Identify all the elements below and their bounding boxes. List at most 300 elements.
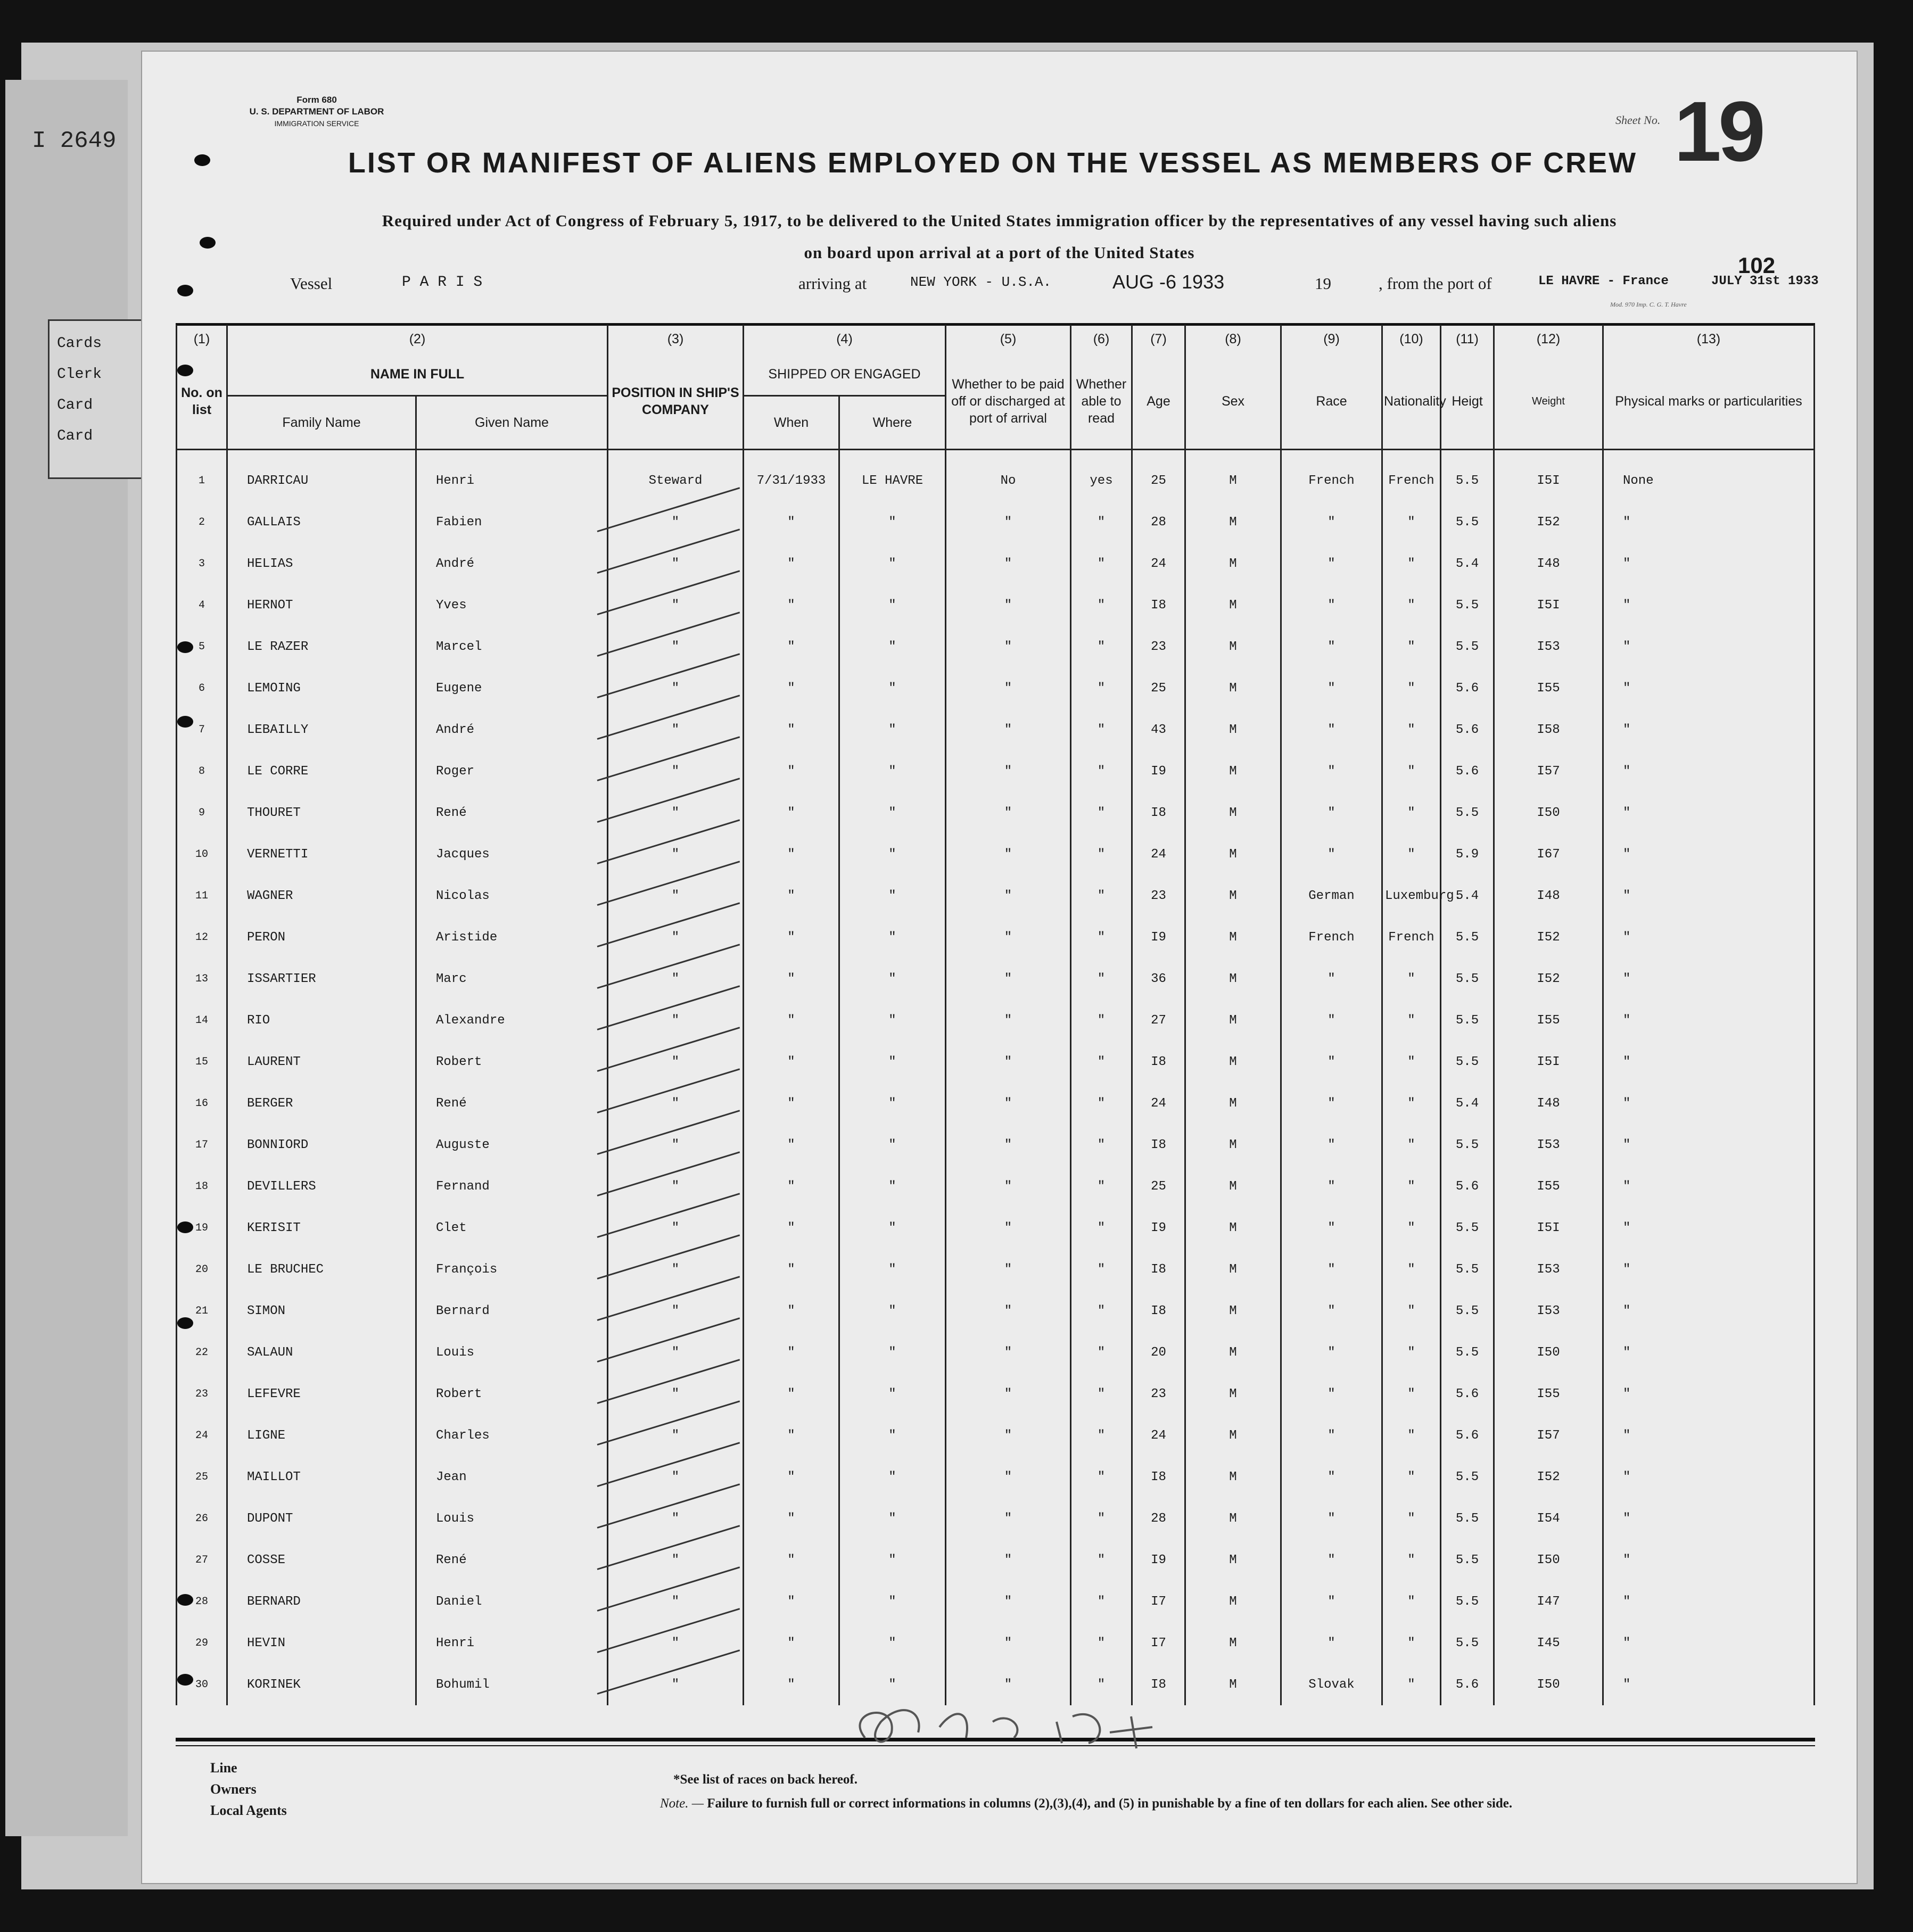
cell-read: " bbox=[1071, 1207, 1132, 1249]
cell-read: " bbox=[1071, 750, 1132, 792]
cell-position: " bbox=[608, 1166, 744, 1207]
cell-paid: " bbox=[946, 833, 1071, 875]
cell-marks: " bbox=[1603, 1415, 1815, 1456]
cell-family: LEFEVRE bbox=[227, 1373, 416, 1415]
cell-family: DARRICAU bbox=[227, 450, 416, 502]
vessel-name: P A R I S bbox=[402, 274, 483, 291]
cell-read: " bbox=[1071, 1000, 1132, 1041]
cell-given: Fabien bbox=[416, 501, 608, 543]
cell-where: " bbox=[839, 875, 946, 917]
cell-family: BONNIORD bbox=[227, 1124, 416, 1166]
cell-where: " bbox=[839, 1581, 946, 1622]
cell-paid: " bbox=[946, 1000, 1071, 1041]
cell-marks: " bbox=[1603, 1041, 1815, 1083]
cell-height: 5.5 bbox=[1441, 584, 1494, 626]
cell-weight: I50 bbox=[1494, 1664, 1603, 1705]
cell-marks: " bbox=[1603, 626, 1815, 667]
cell-nat: " bbox=[1382, 1124, 1441, 1166]
cell-position: " bbox=[608, 958, 744, 1000]
table-row bbox=[177, 450, 1815, 502]
table-row bbox=[177, 1539, 1815, 1581]
cell-position: " bbox=[608, 875, 744, 917]
cell-sex: M bbox=[1185, 958, 1281, 1000]
cell-sex: M bbox=[1185, 1290, 1281, 1332]
cards-box-line: Card bbox=[57, 428, 93, 444]
cell-weight: I5I bbox=[1494, 450, 1603, 502]
cell-read: " bbox=[1071, 543, 1132, 584]
cell-where: " bbox=[839, 917, 946, 958]
cell-nat: " bbox=[1382, 958, 1441, 1000]
cell-family: BERNARD bbox=[227, 1581, 416, 1622]
cell-sex: M bbox=[1185, 1539, 1281, 1581]
cell-position: " bbox=[608, 584, 744, 626]
penalty-note bbox=[660, 1796, 1512, 1811]
cell-no: 14 bbox=[177, 1000, 227, 1041]
page-number: 102 bbox=[1738, 253, 1776, 278]
cell-no: 23 bbox=[177, 1373, 227, 1415]
header-able-to-read: Whether able to read bbox=[1071, 353, 1132, 450]
cell-read: " bbox=[1071, 958, 1132, 1000]
header-given-name: Given Name bbox=[416, 396, 608, 450]
cell-race: " bbox=[1281, 501, 1382, 543]
cell-sex: M bbox=[1185, 792, 1281, 833]
table-row bbox=[177, 1415, 1815, 1456]
cell-weight: I52 bbox=[1494, 501, 1603, 543]
cell-sex: M bbox=[1185, 1332, 1281, 1373]
cell-when: " bbox=[744, 709, 839, 750]
cell-sex: M bbox=[1185, 833, 1281, 875]
departure-date: JULY 31st 1933 bbox=[1711, 274, 1819, 288]
cell-where: " bbox=[839, 1290, 946, 1332]
arriving-port: NEW YORK - U.S.A. bbox=[910, 274, 1052, 290]
cell-marks: " bbox=[1603, 1498, 1815, 1539]
cell-when: " bbox=[744, 1373, 839, 1415]
cell-age: 25 bbox=[1132, 450, 1185, 502]
cell-age: 24 bbox=[1132, 833, 1185, 875]
cell-family: SALAUN bbox=[227, 1332, 416, 1373]
cell-weight: I48 bbox=[1494, 1083, 1603, 1124]
cell-paid: " bbox=[946, 1373, 1071, 1415]
cell-when: " bbox=[744, 958, 839, 1000]
cell-read: " bbox=[1071, 1539, 1132, 1581]
subtitle bbox=[141, 205, 1858, 269]
cell-marks: " bbox=[1603, 1622, 1815, 1664]
cell-paid: " bbox=[946, 1539, 1071, 1581]
cell-age: I8 bbox=[1132, 584, 1185, 626]
cell-paid: " bbox=[946, 958, 1071, 1000]
cell-read: " bbox=[1071, 1041, 1132, 1083]
cell-position: " bbox=[608, 501, 744, 543]
cell-age: I9 bbox=[1132, 750, 1185, 792]
cell-marks: " bbox=[1603, 1373, 1815, 1415]
cell-nat: " bbox=[1382, 750, 1441, 792]
cell-given: Henri bbox=[416, 1622, 608, 1664]
header-family-name: Family Name bbox=[227, 396, 416, 450]
cell-age: 23 bbox=[1132, 1373, 1185, 1415]
cell-weight: I5I bbox=[1494, 584, 1603, 626]
table-row bbox=[177, 958, 1815, 1000]
cell-given: René bbox=[416, 1083, 608, 1124]
cell-position: " bbox=[608, 792, 744, 833]
cell-no: 16 bbox=[177, 1083, 227, 1124]
cell-paid: " bbox=[946, 1622, 1071, 1664]
cell-given: Eugene bbox=[416, 667, 608, 709]
cell-height: 5.6 bbox=[1441, 667, 1494, 709]
cell-no: 1 bbox=[177, 450, 227, 502]
header-when: When bbox=[744, 396, 839, 450]
cell-given: André bbox=[416, 709, 608, 750]
cell-marks: " bbox=[1603, 1290, 1815, 1332]
cell-nat: " bbox=[1382, 501, 1441, 543]
cell-paid: " bbox=[946, 1249, 1071, 1290]
cell-read: " bbox=[1071, 1581, 1132, 1622]
cell-weight: I5I bbox=[1494, 1207, 1603, 1249]
table-row bbox=[177, 1166, 1815, 1207]
cell-sex: M bbox=[1185, 1415, 1281, 1456]
cell-race: " bbox=[1281, 833, 1382, 875]
cell-when: " bbox=[744, 1000, 839, 1041]
cell-where: " bbox=[839, 1207, 946, 1249]
cell-sex: M bbox=[1185, 1249, 1281, 1290]
cell-marks: " bbox=[1603, 958, 1815, 1000]
cell-marks: " bbox=[1603, 750, 1815, 792]
header-paid-off: Whether to be paid off or discharged at port of arrival bbox=[946, 353, 1071, 450]
cell-weight: I57 bbox=[1494, 750, 1603, 792]
cell-no: 10 bbox=[177, 833, 227, 875]
cell-age: I8 bbox=[1132, 1124, 1185, 1166]
cell-given: René bbox=[416, 1539, 608, 1581]
cell-marks: " bbox=[1603, 543, 1815, 584]
col-num-11: (11) bbox=[1441, 325, 1494, 353]
cell-position: " bbox=[608, 1664, 744, 1705]
table-row bbox=[177, 1373, 1815, 1415]
cell-family: LIGNE bbox=[227, 1415, 416, 1456]
cell-read: " bbox=[1071, 1290, 1132, 1332]
cell-where: " bbox=[839, 1249, 946, 1290]
cell-position: " bbox=[608, 1373, 744, 1415]
cell-family: ISSARTIER bbox=[227, 958, 416, 1000]
cell-height: 5.5 bbox=[1441, 1456, 1494, 1498]
cell-family: PERON bbox=[227, 917, 416, 958]
header-nationality: Nationality bbox=[1382, 353, 1441, 450]
cell-paid: " bbox=[946, 1498, 1071, 1539]
cards-box-line: Clerk bbox=[57, 366, 102, 383]
cell-sex: M bbox=[1185, 626, 1281, 667]
cell-given: Louis bbox=[416, 1498, 608, 1539]
cell-race: " bbox=[1281, 1249, 1382, 1290]
cell-family: DEVILLERS bbox=[227, 1166, 416, 1207]
cell-height: 5.5 bbox=[1441, 1041, 1494, 1083]
cell-family: LE RAZER bbox=[227, 626, 416, 667]
cell-paid: " bbox=[946, 584, 1071, 626]
cell-where: " bbox=[839, 1166, 946, 1207]
cell-position: " bbox=[608, 1415, 744, 1456]
cell-read: " bbox=[1071, 917, 1132, 958]
cell-race: " bbox=[1281, 1581, 1382, 1622]
cell-height: 5.6 bbox=[1441, 750, 1494, 792]
cell-nat: Luxemburg. bbox=[1382, 875, 1441, 917]
cell-paid: " bbox=[946, 1041, 1071, 1083]
cell-no: 30 bbox=[177, 1664, 227, 1705]
from-label: , from the port of bbox=[1379, 274, 1492, 293]
cell-weight: I67 bbox=[1494, 833, 1603, 875]
cell-race: " bbox=[1281, 792, 1382, 833]
cell-marks: " bbox=[1603, 1664, 1815, 1705]
cell-position: " bbox=[608, 750, 744, 792]
cell-race: Slovak bbox=[1281, 1664, 1382, 1705]
cell-nat: " bbox=[1382, 1249, 1441, 1290]
cell-paid: " bbox=[946, 1290, 1071, 1332]
cell-height: 5.5 bbox=[1441, 1207, 1494, 1249]
cell-nat: " bbox=[1382, 1083, 1441, 1124]
table-row bbox=[177, 1456, 1815, 1498]
cell-paid: " bbox=[946, 750, 1071, 792]
cell-race: " bbox=[1281, 1498, 1382, 1539]
cell-when: " bbox=[744, 1041, 839, 1083]
cell-family: HEVIN bbox=[227, 1622, 416, 1664]
header-height: Heigt bbox=[1441, 353, 1494, 450]
table-row bbox=[177, 833, 1815, 875]
cell-weight: I48 bbox=[1494, 543, 1603, 584]
header-sex: Sex bbox=[1185, 353, 1281, 450]
cell-sex: M bbox=[1185, 1166, 1281, 1207]
cell-marks: " bbox=[1603, 1083, 1815, 1124]
cell-read: " bbox=[1071, 667, 1132, 709]
cell-race: " bbox=[1281, 584, 1382, 626]
cell-paid: " bbox=[946, 1083, 1071, 1124]
manifest-sheet bbox=[141, 51, 1858, 1884]
cell-position: " bbox=[608, 1083, 744, 1124]
cell-given: Robert bbox=[416, 1373, 608, 1415]
cell-given: Clet bbox=[416, 1207, 608, 1249]
cell-weight: I58 bbox=[1494, 709, 1603, 750]
cell-no: 8 bbox=[177, 750, 227, 792]
cell-paid: " bbox=[946, 626, 1071, 667]
cell-given: André bbox=[416, 543, 608, 584]
cell-where: " bbox=[839, 543, 946, 584]
cell-no: 21 bbox=[177, 1290, 227, 1332]
cell-height: 5.6 bbox=[1441, 1664, 1494, 1705]
cell-age: I8 bbox=[1132, 1041, 1185, 1083]
cell-position: " bbox=[608, 1539, 744, 1581]
cell-read: " bbox=[1071, 1415, 1132, 1456]
cell-race: " bbox=[1281, 543, 1382, 584]
cell-age: 28 bbox=[1132, 501, 1185, 543]
cell-given: Charles bbox=[416, 1415, 608, 1456]
cell-sex: M bbox=[1185, 1456, 1281, 1498]
header-weight: Weight bbox=[1494, 353, 1603, 450]
cell-paid: " bbox=[946, 1664, 1071, 1705]
table-row bbox=[177, 1000, 1815, 1041]
cell-family: THOURET bbox=[227, 792, 416, 833]
edge-number: I 2649 bbox=[32, 128, 117, 154]
cell-no: 29 bbox=[177, 1622, 227, 1664]
cell-read: " bbox=[1071, 1622, 1132, 1664]
cell-family: VERNETTI bbox=[227, 833, 416, 875]
col-num-13: (13) bbox=[1603, 325, 1815, 353]
cell-when: " bbox=[744, 1415, 839, 1456]
cell-marks: " bbox=[1603, 1332, 1815, 1373]
cell-given: Bohumil bbox=[416, 1664, 608, 1705]
col-num-8: (8) bbox=[1185, 325, 1281, 353]
cell-read: yes bbox=[1071, 450, 1132, 502]
header-name-in-full: NAME IN FULL bbox=[227, 353, 608, 396]
cell-height: 5.5 bbox=[1441, 501, 1494, 543]
cell-paid: " bbox=[946, 667, 1071, 709]
cell-paid: " bbox=[946, 709, 1071, 750]
cell-race: " bbox=[1281, 626, 1382, 667]
cell-age: 24 bbox=[1132, 543, 1185, 584]
cell-family: DUPONT bbox=[227, 1498, 416, 1539]
cell-when: " bbox=[744, 917, 839, 958]
cell-paid: " bbox=[946, 917, 1071, 958]
cell-given: Jean bbox=[416, 1456, 608, 1498]
cell-race: " bbox=[1281, 667, 1382, 709]
cell-no: 6 bbox=[177, 667, 227, 709]
cell-marks: " bbox=[1603, 792, 1815, 833]
cell-family: KERISIT bbox=[227, 1207, 416, 1249]
table-row bbox=[177, 875, 1815, 917]
cell-weight: I48 bbox=[1494, 875, 1603, 917]
cell-age: 27 bbox=[1132, 1000, 1185, 1041]
cell-position: " bbox=[608, 1124, 744, 1166]
table-row bbox=[177, 792, 1815, 833]
cell-given: Auguste bbox=[416, 1124, 608, 1166]
cell-where: " bbox=[839, 1000, 946, 1041]
cell-nat: French bbox=[1382, 450, 1441, 502]
form-header bbox=[200, 94, 434, 129]
cell-when: " bbox=[744, 1664, 839, 1705]
cell-race: " bbox=[1281, 1539, 1382, 1581]
department: U. S. DEPARTMENT OF LABOR bbox=[249, 106, 384, 117]
cell-nat: " bbox=[1382, 709, 1441, 750]
cell-weight: I53 bbox=[1494, 1290, 1603, 1332]
cell-sex: M bbox=[1185, 1622, 1281, 1664]
cell-nat: " bbox=[1382, 1581, 1441, 1622]
cell-marks: " bbox=[1603, 875, 1815, 917]
cell-where: " bbox=[839, 1373, 946, 1415]
cell-paid: No bbox=[946, 450, 1071, 502]
cell-when: " bbox=[744, 667, 839, 709]
cell-nat: " bbox=[1382, 792, 1441, 833]
table-row bbox=[177, 1290, 1815, 1332]
cell-read: " bbox=[1071, 1664, 1132, 1705]
cell-age: I8 bbox=[1132, 1290, 1185, 1332]
cell-weight: I53 bbox=[1494, 1124, 1603, 1166]
header-position: POSITION IN SHIP'S COMPANY bbox=[608, 353, 744, 450]
cell-age: 24 bbox=[1132, 1415, 1185, 1456]
cell-nat: " bbox=[1382, 1290, 1441, 1332]
cell-marks: " bbox=[1603, 1539, 1815, 1581]
handwritten-signature bbox=[833, 1690, 1206, 1754]
table-row bbox=[177, 1249, 1815, 1290]
header-race: Race bbox=[1281, 353, 1382, 450]
cell-height: 5.5 bbox=[1441, 1124, 1494, 1166]
cell-where: " bbox=[839, 792, 946, 833]
cell-marks: " bbox=[1603, 833, 1815, 875]
cell-height: 5.6 bbox=[1441, 1166, 1494, 1207]
cell-marks: " bbox=[1603, 709, 1815, 750]
cell-position: " bbox=[608, 1581, 744, 1622]
cell-read: " bbox=[1071, 792, 1132, 833]
cell-given: Yves bbox=[416, 584, 608, 626]
local-agents-label: Local Agents bbox=[210, 1803, 287, 1818]
cell-height: 5.5 bbox=[1441, 958, 1494, 1000]
cell-nat: French bbox=[1382, 917, 1441, 958]
cell-marks: " bbox=[1603, 1207, 1815, 1249]
table-row bbox=[177, 750, 1815, 792]
cell-read: " bbox=[1071, 1456, 1132, 1498]
cell-family: SIMON bbox=[227, 1290, 416, 1332]
table-row bbox=[177, 543, 1815, 584]
cell-family: KORINEK bbox=[227, 1664, 416, 1705]
cell-weight: I50 bbox=[1494, 1539, 1603, 1581]
cards-box-line: Cards bbox=[57, 335, 102, 352]
cell-nat: " bbox=[1382, 1664, 1441, 1705]
cell-read: " bbox=[1071, 584, 1132, 626]
cell-age: I8 bbox=[1132, 792, 1185, 833]
table-row bbox=[177, 626, 1815, 667]
cell-age: I7 bbox=[1132, 1622, 1185, 1664]
cell-weight: I53 bbox=[1494, 626, 1603, 667]
table-row bbox=[177, 1041, 1815, 1083]
cell-race: " bbox=[1281, 1373, 1382, 1415]
cell-where: " bbox=[839, 584, 946, 626]
cell-position: " bbox=[608, 1290, 744, 1332]
crew-table bbox=[176, 325, 1815, 1705]
cell-when: " bbox=[744, 1290, 839, 1332]
cell-sex: M bbox=[1185, 1664, 1281, 1705]
cell-no: 17 bbox=[177, 1124, 227, 1166]
cell-age: I9 bbox=[1132, 1207, 1185, 1249]
cell-race: " bbox=[1281, 750, 1382, 792]
cell-weight: I55 bbox=[1494, 1166, 1603, 1207]
col-num-5: (5) bbox=[946, 325, 1071, 353]
table-row bbox=[177, 917, 1815, 958]
cell-height: 5.9 bbox=[1441, 833, 1494, 875]
cell-no: 13 bbox=[177, 958, 227, 1000]
cell-weight: I52 bbox=[1494, 917, 1603, 958]
cell-sex: M bbox=[1185, 1000, 1281, 1041]
cell-sex: M bbox=[1185, 709, 1281, 750]
cell-age: 36 bbox=[1132, 958, 1185, 1000]
cell-marks: None bbox=[1603, 450, 1815, 502]
cell-where: " bbox=[839, 1539, 946, 1581]
cell-nat: " bbox=[1382, 1000, 1441, 1041]
cell-given: Alexandre bbox=[416, 1000, 608, 1041]
cell-height: 5.5 bbox=[1441, 1249, 1494, 1290]
cell-height: 5.4 bbox=[1441, 1083, 1494, 1124]
cell-given: Bernard bbox=[416, 1290, 608, 1332]
cell-weight: I50 bbox=[1494, 792, 1603, 833]
races-note: *See list of races on back hereof. bbox=[673, 1772, 858, 1787]
cell-race: French bbox=[1281, 450, 1382, 502]
cell-race: " bbox=[1281, 1000, 1382, 1041]
cell-family: LE BRUCHEC bbox=[227, 1249, 416, 1290]
cell-race: German bbox=[1281, 875, 1382, 917]
header-no-on-list: No. on list bbox=[177, 353, 227, 450]
cell-no: 28 bbox=[177, 1581, 227, 1622]
cell-read: " bbox=[1071, 1332, 1132, 1373]
cell-nat: " bbox=[1382, 1415, 1441, 1456]
cell-no: 2 bbox=[177, 501, 227, 543]
cell-sex: M bbox=[1185, 1207, 1281, 1249]
table-row bbox=[177, 1622, 1815, 1664]
note-text: Failure to furnish full or correct informations in columns (2),(3),(4), and (5) in punishable by a fine of ten dollars for each alien. See other side. bbox=[707, 1796, 1513, 1811]
cell-no: 7 bbox=[177, 709, 227, 750]
cell-sex: M bbox=[1185, 501, 1281, 543]
cell-where: " bbox=[839, 626, 946, 667]
